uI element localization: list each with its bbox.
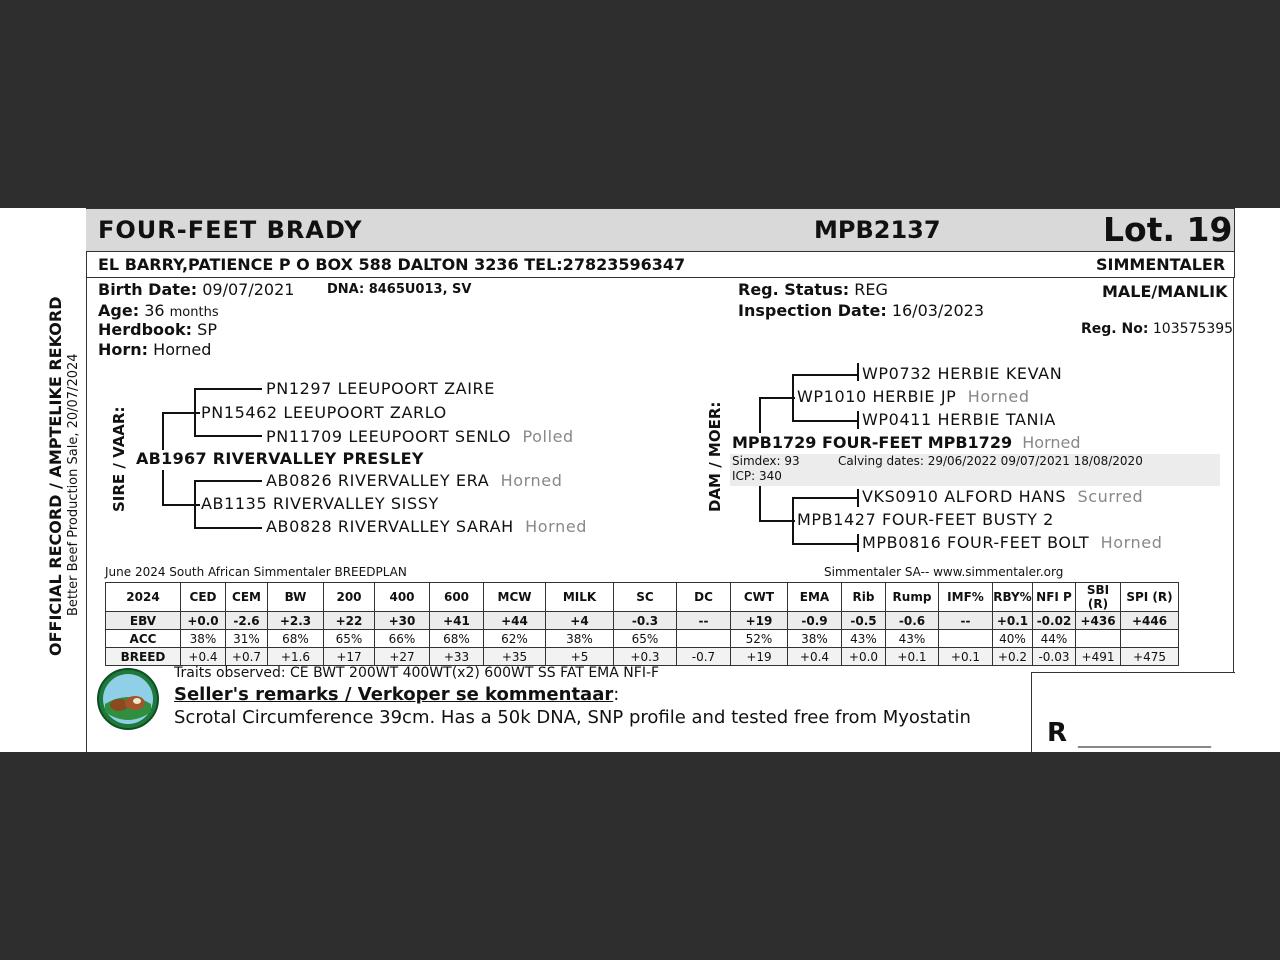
- simmentaler-logo: [97, 668, 159, 730]
- reg-number: Reg. No: 103575395: [1081, 321, 1234, 337]
- dam-dam-sire: VKS0910 ALFORD HANS Scurred: [862, 487, 1144, 506]
- acc-row: ACC 38% 31% 68% 65% 66% 68% 62% 38% 65% 52% 38% 43% 43% 40% 44%: [106, 630, 1179, 648]
- sire-sire: PN15462 LEEUPOORT ZARLO: [201, 403, 447, 422]
- ebv-table: [105, 582, 1179, 666]
- dam-sire-sire: WP0732 HERBIE KEVAN: [862, 364, 1063, 383]
- dam-label: DAM / MOER:: [706, 401, 724, 512]
- sire-label: SIRE / VAAR:: [110, 406, 128, 512]
- dam-dam: MPB1427 FOUR-FEET BUSTY 2: [797, 510, 1054, 529]
- age: Age: 36 months: [98, 301, 219, 320]
- ebv-row: EBV +0.0 -2.6 +2.3 +22 +30 +41 +44 +4 -0.3 -- +19 -0.9 -0.5 -0.6 -- +0.1 -0.02 +436 +446: [106, 612, 1179, 630]
- sire-name: AB1967 RIVERVALLEY PRESLEY: [136, 449, 424, 468]
- price-label: R: [1047, 718, 1068, 748]
- sire-dam-dam: AB0828 RIVERVALLEY SARAH Horned: [266, 517, 588, 536]
- traits-observed: Traits observed: CE BWT 200WT 400WT(x2) 600WT SS FAT EMA NFI-F: [174, 665, 660, 681]
- remarks-text: Scrotal Circumference 39cm. Has a 50k DNA, SNP profile and tested free from Myostatin: [174, 707, 971, 728]
- breed-label: SIMMENTALER: [1096, 255, 1226, 274]
- remarks-title: Seller's remarks / Verkoper se kommentaar: [174, 684, 614, 705]
- horn: Horn: Horned: [98, 340, 212, 359]
- animal-name: FOUR-FEET BRADY: [98, 216, 363, 244]
- dam-simdex: Simdex: 93: [732, 454, 800, 468]
- price-line[interactable]: ___________________: [1078, 732, 1211, 748]
- dam-name: MPB1729 FOUR-FEET MPB1729: [732, 433, 1013, 452]
- breedplan-label: June 2024 South African Simmentaler BREEDPLAN: [105, 565, 407, 579]
- dam-sire: WP1010 HERBIE JP Horned: [797, 387, 1030, 406]
- sire-dam-sire: AB0826 RIVERVALLEY ERA Horned: [266, 471, 563, 490]
- birth-date: Birth Date: 09/07/2021: [98, 280, 295, 299]
- dam-dam-dam: MPB0816 FOUR-FEET BOLT Horned: [862, 533, 1163, 552]
- inspection-date: Inspection Date: 16/03/2023: [738, 301, 985, 320]
- dam-calving: Calving dates: 29/06/2022 09/07/2021 18/08/2020: [838, 454, 1143, 468]
- official-record-label: OFFICIAL RECORD / AMPTELIKE REKORD: [46, 296, 65, 656]
- herdbook: Herdbook: SP: [98, 320, 217, 339]
- sire-sire-sire: PN1297 LEEUPOORT ZAIRE: [266, 379, 495, 398]
- sire-sire-dam: PN11709 LEEUPOORT SENLO Polled: [266, 427, 574, 446]
- dna-label: DNA: 8465U013, SV: [327, 282, 472, 297]
- sire-dam: AB1135 RIVERVALLEY SISSY: [201, 494, 439, 513]
- breed-row: BREED +0.4 +0.7 +1.6 +17 +27 +33 +35 +5 +0.3 -0.7 +19 +0.4 +0.0 +0.1 +0.1 +0.2 -0.03 +491 +475: [106, 648, 1179, 666]
- sex-label: MALE/MANLIK: [1102, 282, 1228, 301]
- dam-icp: ICP: 340: [732, 469, 782, 483]
- lot-number: Lot. 19: [1103, 210, 1233, 249]
- owner-address: EL BARRY,PATIENCE P O BOX 588 DALTON 3236 TEL:27823596347: [98, 255, 686, 274]
- dam-sire-dam: WP0411 HERBIE TANIA: [862, 410, 1056, 429]
- animal-id: MPB2137: [814, 216, 941, 244]
- ebv-header-row: 2024 CED CEM BW 200 400 600 MCW MILK SC DC CWT EMA Rib Rump IMF% RBY% NFI P SBI (R) SPI (R): [106, 583, 1179, 612]
- website-label: Simmentaler SA-- www.simmentaler.org: [824, 565, 1064, 579]
- sale-label: Better Beef Production Sale, 20/07/2024: [66, 353, 81, 616]
- lot-card: [0, 208, 1280, 752]
- remarks-title-row: Seller's remarks / Verkoper se kommentaar:: [174, 684, 620, 705]
- dam-name-row: MPB1729 FOUR-FEET MPB1729 Horned: [732, 433, 1081, 452]
- reg-status: Reg. Status: REG: [738, 280, 888, 299]
